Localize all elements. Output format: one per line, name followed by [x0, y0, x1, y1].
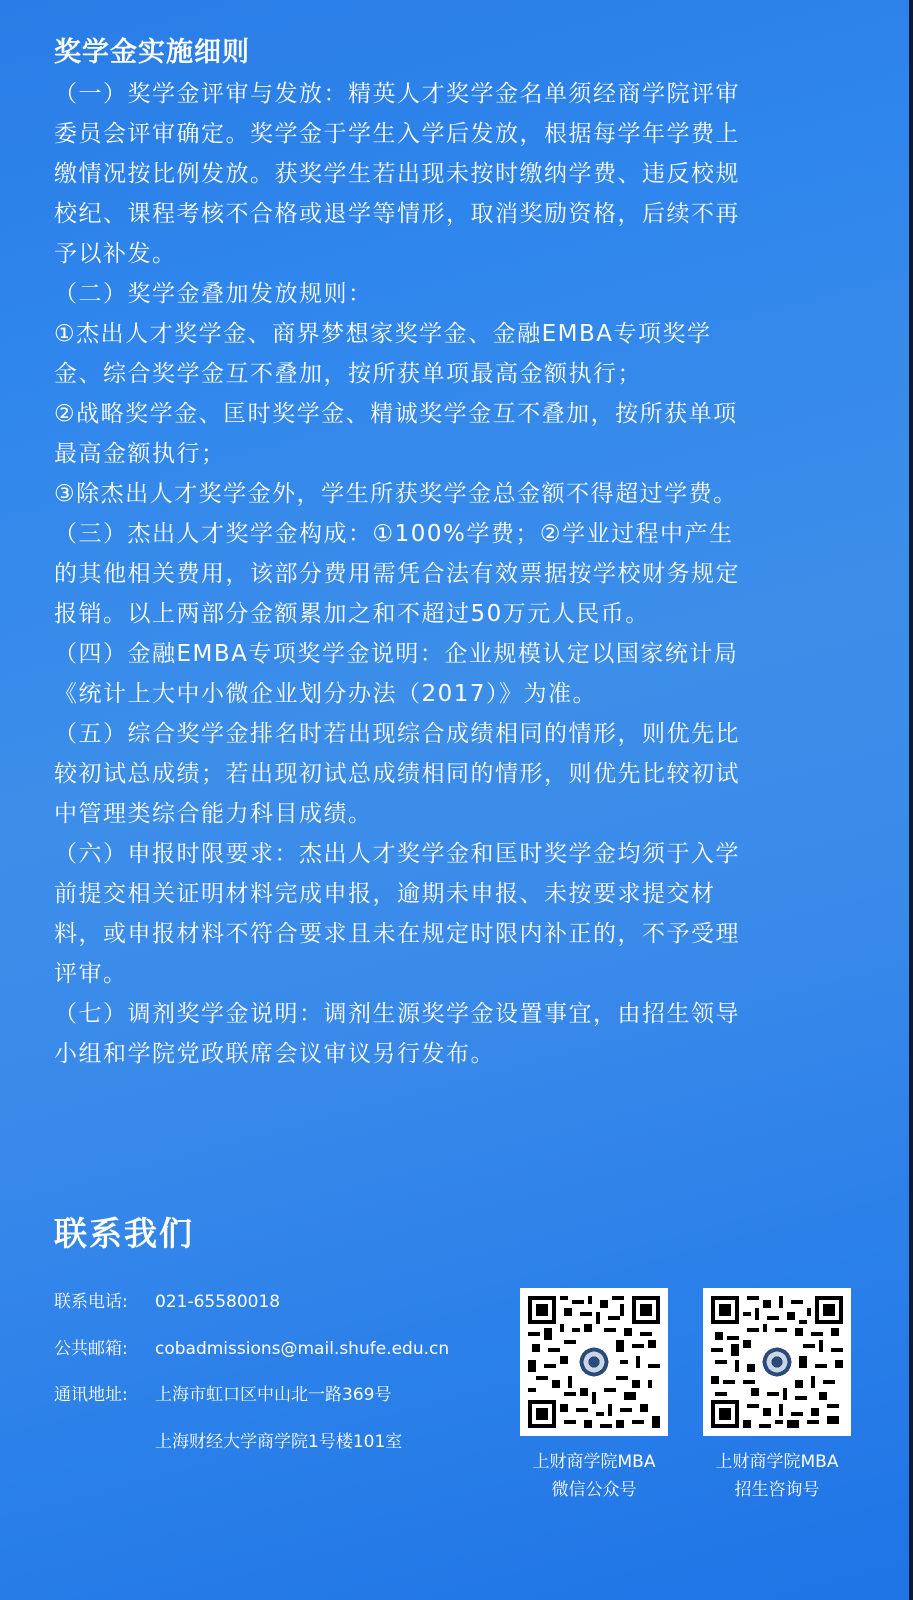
phone-label: 联系电话: — [54, 1292, 128, 1312]
contact-phone-row — [54, 1286, 449, 1333]
address-line2: 上海财经大学商学院1号楼101室 — [155, 1431, 403, 1452]
rule-line: （六）申报时限要求：杰出人才奖学金和匡时奖学金均须于入学 — [54, 841, 740, 867]
rule-line: 前提交相关证明材料完成申报，逾期未申报、未按要求提交材 — [54, 881, 716, 907]
qr-wechat-official — [504, 1288, 684, 1504]
address-label: 通讯地址: — [54, 1385, 128, 1405]
qr-code-icon[interactable] — [703, 1288, 851, 1436]
qr-caption-line1: 上财商学院MBA — [532, 1452, 656, 1472]
rule-line: 较初试总成绩；若出现初试总成绩相同的情形，则优先比较初试 — [54, 761, 740, 787]
qr-code-icon[interactable] — [520, 1288, 668, 1436]
rule-line: 金、综合奖学金互不叠加，按所获单项最高金额执行； — [54, 361, 642, 387]
rule-line: 评审。 — [54, 961, 128, 987]
rule-line: 最高金额执行； — [54, 441, 226, 467]
address-line1: 上海市虹口区中山北一路369号 — [155, 1385, 392, 1405]
rule-line: （二）奖学金叠加发放规则： — [54, 281, 373, 307]
rule-line: （五）综合奖学金排名时若出现综合成绩相同的情形，则优先比 — [54, 721, 740, 747]
qr-admissions-consult — [687, 1288, 867, 1504]
address-label-spacer — [54, 1426, 155, 1473]
contact-section-title: 联系我们 — [54, 1214, 194, 1253]
rule-line: 予以补发。 — [54, 241, 177, 267]
qr-caption — [687, 1448, 867, 1504]
rules-body — [54, 74, 864, 1074]
rule-line: 委员会评审确定。奖学金于学生入学后发放，根据每学年学费上 — [54, 121, 740, 147]
phone-value[interactable]: 021-65580018 — [155, 1292, 281, 1312]
rule-line: 报销。以上两部分金额累加之和不超过50万元人民币。 — [54, 601, 650, 627]
rule-line: 小组和学院党政联席会议审议另行发布。 — [54, 1041, 495, 1067]
qr-caption — [504, 1448, 684, 1504]
rule-line: 缴情况按比例发放。获奖学生若出现未按时缴纳学费、违反校规 — [54, 161, 740, 187]
rules-section-title: 奖学金实施细则 — [54, 37, 250, 68]
rule-line: ①杰出人才奖学金、商界梦想家奖学金、金融EMBA专项奖学 — [54, 321, 712, 347]
rule-line: （四）金融EMBA专项奖学金说明：企业规模认定以国家统计局 — [54, 641, 739, 667]
email-value[interactable]: cobadmissions@mail.shufe.edu.cn — [155, 1338, 450, 1359]
rule-line: （七）调剂奖学金说明：调剂生源奖学金设置事宜，由招生领导 — [54, 1001, 740, 1027]
rule-line: 料，或申报材料不符合要求且未在规定时限内补正的，不予受理 — [54, 921, 740, 947]
rule-line: 《统计上大中小微企业划分办法（2017）》为准。 — [54, 681, 598, 707]
rule-line: ③除杰出人才奖学金外，学生所获奖学金总金额不得超过学费。 — [54, 481, 738, 507]
contact-address-row — [54, 1379, 449, 1426]
rule-line: 中管理类综合能力科目成绩。 — [54, 801, 373, 827]
rule-line: （一）奖学金评审与发放：精英人才奖学金名单须经商学院评审 — [54, 81, 740, 107]
email-label: 公共邮箱: — [54, 1338, 128, 1359]
qr-caption-line2: 招生咨询号 — [734, 1480, 820, 1500]
contact-address-row-2 — [54, 1426, 449, 1473]
rule-line: （三）杰出人才奖学金构成：①100%学费；②学业过程中产生 — [54, 521, 734, 547]
contact-info — [54, 1286, 449, 1472]
contact-email-row — [54, 1333, 449, 1380]
qr-caption-line2: 微信公众号 — [551, 1480, 637, 1500]
rule-line: ②战略奖学金、匡时奖学金、精诚奖学金互不叠加，按所获单项 — [54, 401, 738, 427]
right-edge-border — [909, 0, 913, 1600]
rule-line: 的其他相关费用，该部分费用需凭合法有效票据按学校财务规定 — [54, 561, 740, 587]
qr-caption-line1: 上财商学院MBA — [715, 1452, 839, 1472]
rule-line: 校纪、课程考核不合格或退学等情形，取消奖励资格，后续不再 — [54, 201, 740, 227]
